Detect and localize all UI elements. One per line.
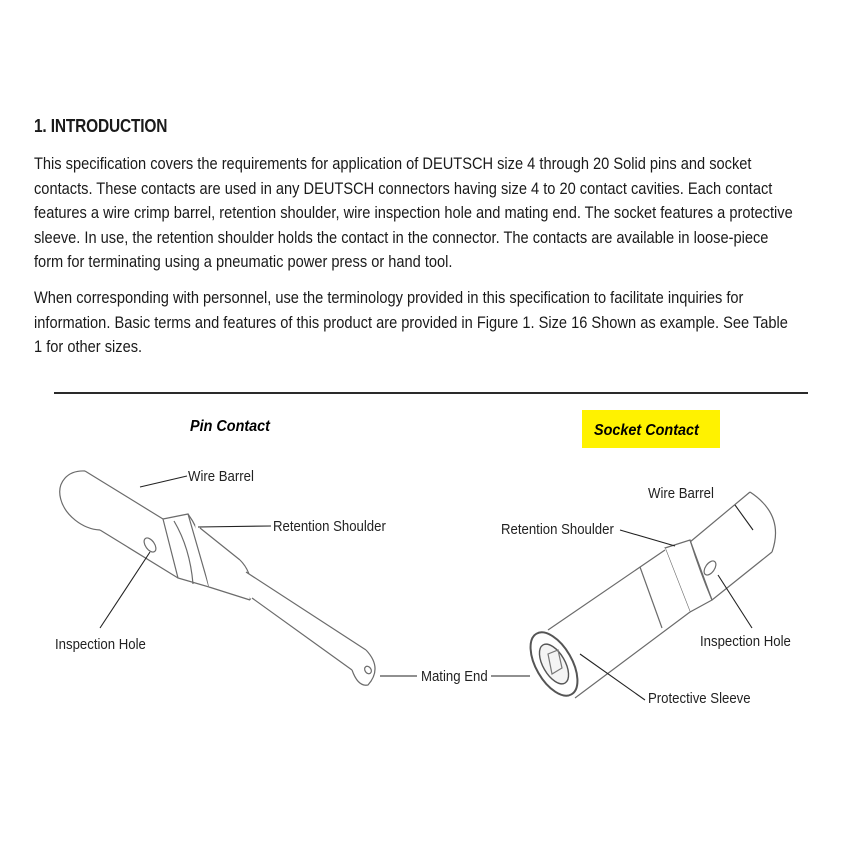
pin-retention-shoulder-label: Retention Shoulder	[273, 517, 386, 535]
pin-wire-barrel-label: Wire Barrel	[188, 467, 254, 485]
leader-socket-retention-shoulder	[620, 530, 675, 546]
pin-contact-caption: Pin Contact	[190, 417, 271, 436]
contact-figure	[0, 400, 858, 730]
protective-sleeve-label: Protective Sleeve	[648, 689, 751, 707]
text-line: sleeve. In use, the retention shoulder holds the contact in the connector. The contacts are available in loose-piece	[34, 228, 769, 247]
text-line: contacts. These contacts are used in any DEUTSCH connectors having size 4 to 20 contact cavities. Each contact	[34, 179, 773, 198]
socket-retention-shoulder-label: Retention Shoulder	[501, 520, 614, 538]
terminology-paragraph	[34, 286, 814, 360]
text-line: When corresponding with personnel, use the terminology provided in this specification to facilitate inquiries for	[34, 289, 744, 307]
socket-wire-barrel-label: Wire Barrel	[648, 484, 714, 502]
text-line: features a wire crimp barrel, retention shoulder, wire inspection hole and mating end. The socket features a protective	[34, 204, 793, 222]
leader-pin-wire-barrel	[140, 476, 187, 487]
pin-contact-drawing	[60, 471, 375, 690]
pin-inspection-hole-label: Inspection Hole	[55, 635, 146, 653]
mating-end-label: Mating End	[421, 667, 488, 685]
text-line: This specification covers the requirements for application of DEUTSCH size 4 through 20 Solid pins and socket	[34, 155, 752, 173]
leader-pin-inspection-hole	[100, 552, 150, 628]
socket-inspection-hole-label: Inspection Hole	[700, 632, 791, 650]
text-line: form for terminating using a pneumatic power press or hand tool.	[34, 253, 453, 271]
socket-contact-caption: Socket Contact	[594, 421, 699, 440]
text-line: 1 for other sizes.	[34, 338, 143, 356]
leader-socket-inspection-hole	[718, 575, 752, 628]
leader-pin-retention-shoulder	[198, 526, 271, 527]
text-line: information. Basic terms and features of this product are provided in Figure 1. Size 16 Shown as example. See Table	[34, 313, 788, 332]
intro-paragraph	[34, 152, 814, 275]
figure-top-rule	[54, 392, 808, 394]
section-heading: 1. INTRODUCTION	[34, 116, 168, 136]
